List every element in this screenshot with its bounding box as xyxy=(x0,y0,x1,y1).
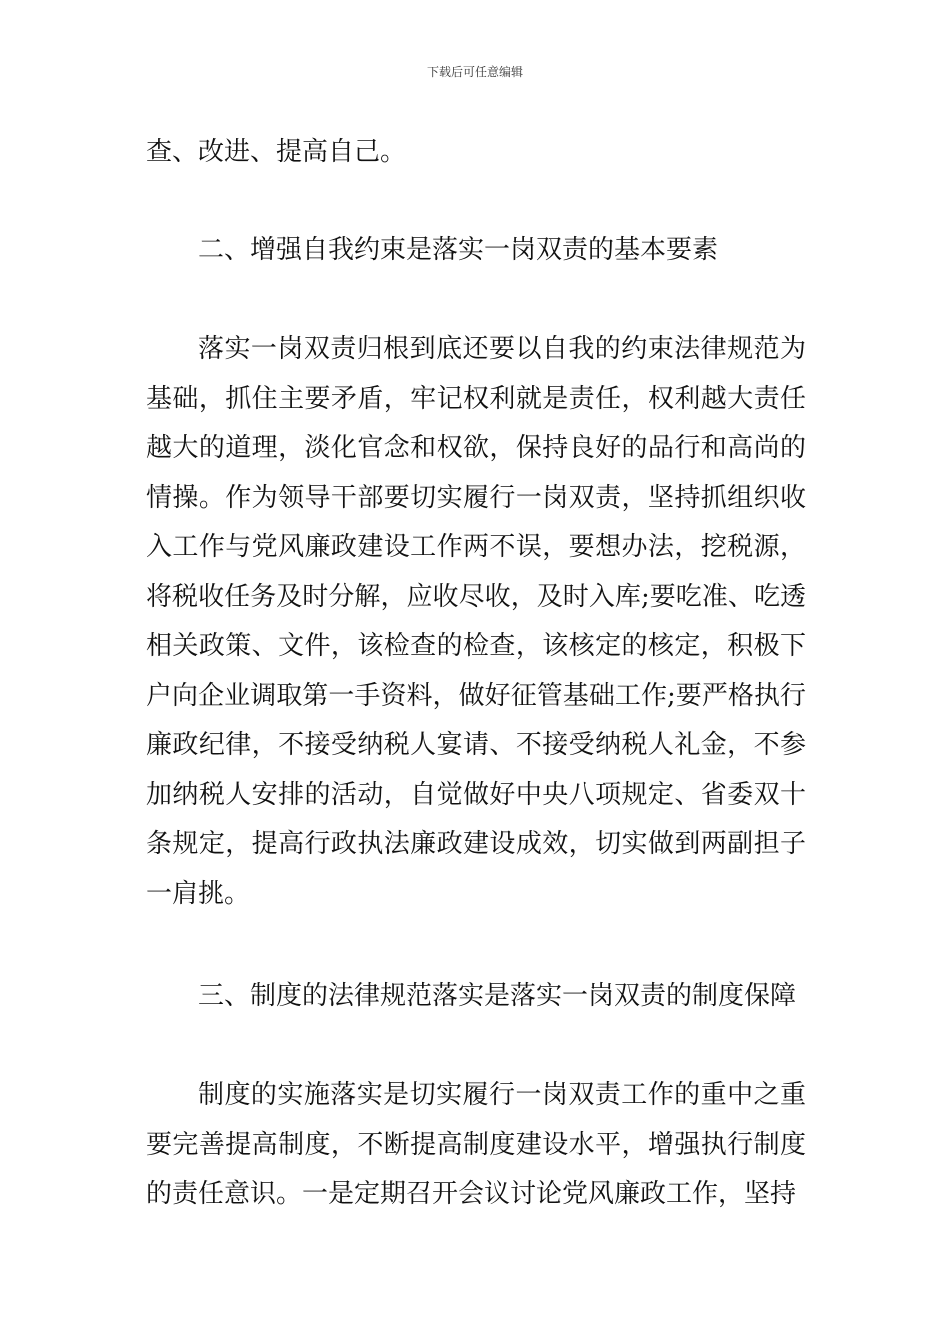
section-heading-3: 三、制度的法律规范落实是落实一岗双责的制度保障 xyxy=(198,981,797,1011)
body-paragraph-2: 落实一岗双责归根到底还要以自我的约束法律规范为基础，抓住主要矛盾，牢记权利就是责任，权利越大责任越大的道理，淡化官念和权欲，保持良好的品行和高尚的情操。作为领导干部要切实履行一岗双责，坚持抓组织收入工作与党风廉政建设工作两不误，要想办法，挖税源，将税收任务及时分解，应收尽收，及时入库;要吃准、吃透相关政策、文件，该检查的检查，该核定的核定，积极下户向企业调取第一手资料，做好征管基础工作;要严格执行廉政纪律，不接受纳税人宴请、不接受纳税人礼金，不参加纳税人安排的活动，自觉做好中央八项规定、省委双十条规定，提高行政执法廉政建设成效，切实做到两副担子一肩挑。 xyxy=(146,334,806,909)
continued-paragraph: 查、改进、提高自己。 xyxy=(146,137,407,167)
body-paragraph-3: 制度的实施落实是切实履行一岗双责工作的重中之重要完善提高制度，不断提高制度建设水平，增强执行制度的责任意识。一是定期召开会议讨论党风廉政工作，坚持 xyxy=(146,1080,806,1209)
section-heading-2: 二、增强自我约束是落实一岗双责的基本要素 xyxy=(198,235,719,265)
page-header: 下载后可任意编辑 xyxy=(426,65,523,79)
